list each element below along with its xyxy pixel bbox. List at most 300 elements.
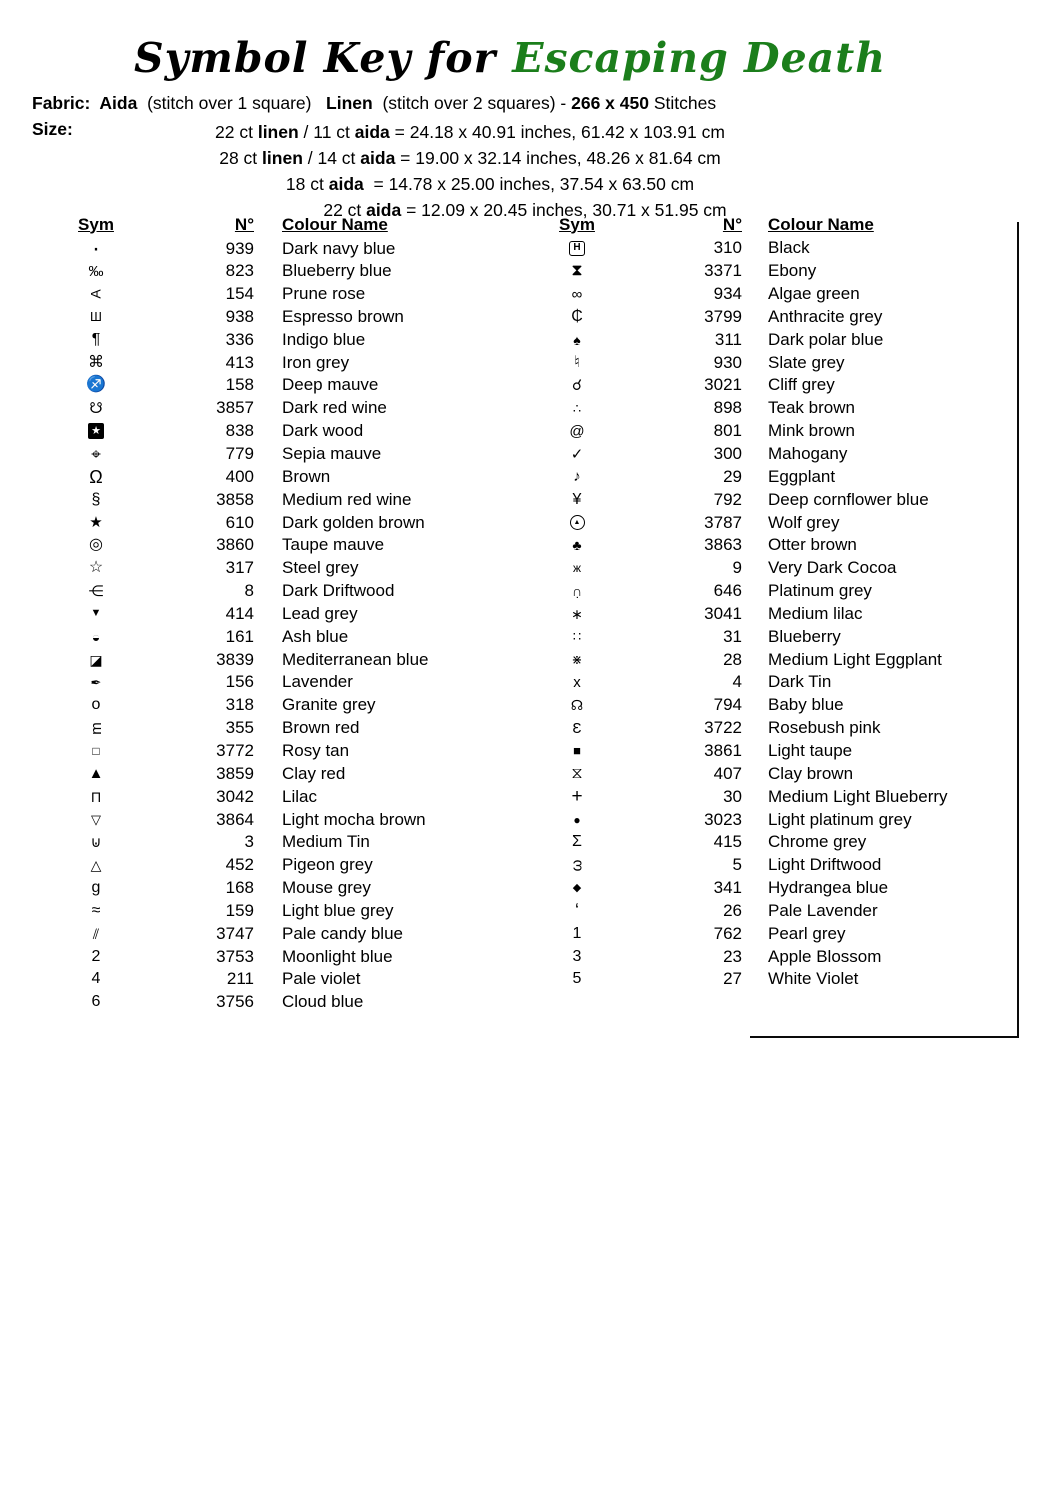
stitch-symbol: · (92, 235, 100, 262)
symbol-cell (556, 698, 598, 712)
colour-name: Chrome grey (768, 832, 867, 852)
colour-name: Mediterranean blue (282, 649, 429, 669)
table-row (70, 603, 515, 626)
text-segment: aida (360, 148, 396, 168)
floss-number: 300 (713, 444, 742, 464)
table-row (556, 808, 1018, 831)
table-row (556, 762, 1018, 785)
table-row (556, 854, 1018, 877)
floss-number: 4 (732, 672, 742, 692)
floss-number: 3860 (216, 535, 254, 555)
colour-name: Prune rose (282, 284, 366, 304)
table-row (70, 968, 515, 991)
colour-name: Medium lilac (768, 603, 863, 623)
header-sym: Sym (559, 214, 595, 234)
stitch-symbol: □ (92, 743, 100, 758)
symbol-cell (70, 584, 122, 599)
symbol-cell (70, 949, 122, 965)
stitch-symbol: ≈ (91, 901, 101, 919)
floss-number: 792 (713, 489, 742, 509)
table-row (556, 260, 1018, 283)
symbol-cell (70, 835, 122, 850)
stitch-symbol: △ (90, 857, 102, 874)
table-row (556, 511, 1018, 534)
text-segment: Aida (99, 93, 138, 113)
floss-number: 3799 (704, 306, 742, 326)
header-colour-name: Colour Name (282, 214, 388, 234)
symbol-cell (70, 446, 122, 463)
floss-number: 3753 (216, 946, 254, 966)
table-row (70, 762, 515, 785)
symbol-cell (556, 287, 598, 302)
symbol-cell (556, 447, 598, 462)
symbol-cell (70, 515, 122, 530)
floss-number: 27 (723, 969, 742, 989)
floss-number: 3859 (216, 763, 254, 783)
table-row (70, 443, 515, 466)
colour-name: Light mocha brown (282, 809, 426, 829)
floss-number: 3722 (704, 718, 742, 738)
text-segment: aida (354, 122, 390, 142)
symbol-cell (70, 766, 122, 781)
stitch-symbol: ♣ (572, 537, 582, 554)
table-row (70, 717, 515, 740)
stitch-symbol: ⧖ (571, 764, 583, 782)
text-segment: = 14.78 x 25.00 inches, 37.54 x 63.50 cm (363, 174, 695, 194)
stitch-symbol: ♐ (86, 376, 106, 394)
symbol-cell (556, 424, 598, 439)
stitch-symbol: Σ (572, 833, 582, 851)
size-line (0, 119, 940, 145)
colour-name: Light Driftwood (768, 855, 882, 875)
colour-name: Pale violet (282, 969, 361, 989)
floss-number: 26 (723, 900, 742, 920)
colour-name: Dark navy blue (282, 239, 396, 258)
text-segment: 28 ct (219, 148, 263, 168)
symbol-cell (70, 903, 122, 919)
floss-number: 3756 (216, 992, 254, 1012)
floss-number: 159 (225, 900, 254, 920)
floss-number: 801 (713, 421, 742, 441)
size-label: Size: (32, 119, 73, 139)
symbol-cell (556, 562, 598, 574)
colour-name: Medium red wine (282, 489, 412, 509)
colour-name: Brown (282, 466, 331, 486)
stitch-symbol: ∷ (572, 629, 582, 645)
table-row (556, 557, 1018, 580)
table-row (70, 945, 515, 968)
stitch-symbol: 4 (91, 970, 101, 988)
symbol-cell (556, 675, 598, 690)
floss-number: 898 (713, 398, 742, 418)
colour-name: Dark wood (282, 421, 364, 441)
symbol-cell (70, 560, 122, 576)
table-row (70, 580, 515, 603)
floss-number: 9 (732, 558, 742, 578)
floss-number: 156 (225, 672, 254, 692)
colour-name: Mink brown (768, 421, 855, 441)
symbol-cell (556, 883, 598, 894)
table-row (556, 306, 1018, 329)
symbol-cell (556, 834, 598, 850)
colour-name: Dark polar blue (768, 329, 884, 349)
colour-name: Light taupe (768, 740, 853, 760)
table-row (556, 283, 1018, 306)
stitch-symbol: ω (568, 859, 586, 872)
symbol-cell (70, 310, 122, 323)
text-segment: 266 x 450 (571, 93, 649, 113)
text-segment: aida (328, 174, 364, 194)
floss-number: 938 (225, 306, 254, 326)
table-row (556, 671, 1018, 694)
floss-number: 610 (225, 512, 254, 532)
stitch-symbol: 1 (572, 924, 582, 942)
table-row (556, 443, 1018, 466)
stitch-symbol: ★ (88, 423, 104, 439)
symbol-cell (70, 653, 122, 667)
stitch-symbol: ▽ (91, 812, 101, 828)
table-row (70, 465, 515, 488)
table-bottom-border (750, 1036, 1019, 1038)
stitch-symbol: Ɛ (572, 719, 582, 737)
symbol-cell (70, 237, 122, 261)
table-row (70, 694, 515, 717)
symbol-cell (70, 971, 122, 987)
floss-number: 23 (723, 946, 742, 966)
table-row (70, 877, 515, 900)
symbol-cell (70, 332, 122, 348)
symbol-cell (556, 378, 598, 393)
stitch-symbol: ⋲ (88, 582, 104, 600)
stitch-symbol: ◆ (572, 881, 582, 894)
title-pattern-name: Escaping Death (512, 34, 886, 82)
floss-number: 28 (723, 649, 742, 669)
stitch-symbol: ◎ (89, 536, 103, 554)
table-row (70, 420, 515, 443)
text-segment: / 11 ct (298, 122, 355, 142)
text-segment: (stitch over 1 square) (137, 93, 327, 113)
text-segment: 22 ct (323, 200, 367, 220)
stitch-symbol: ▲ (570, 515, 585, 530)
stitch-symbol: ▲ (88, 765, 104, 783)
table-row (556, 625, 1018, 648)
symbol-cell (70, 492, 122, 508)
text-segment: (stitch over 2 squares) - (372, 93, 572, 113)
floss-number: 161 (225, 626, 254, 646)
header-number: N° (722, 214, 742, 234)
colour-name: Pale candy blue (282, 923, 403, 943)
floss-number: 3787 (704, 512, 742, 532)
stitch-symbol: ✒ (90, 674, 102, 690)
symbol-cell (556, 787, 598, 806)
floss-number: 3861 (704, 740, 742, 760)
colour-name: Hydrangea blue (768, 878, 889, 898)
table-row (70, 899, 515, 922)
floss-number: 794 (713, 695, 742, 715)
stitch-symbol: ∞ (571, 285, 583, 303)
colour-name: Algae green (768, 284, 860, 304)
symbol-cell (70, 745, 122, 757)
table-right-border (1017, 222, 1019, 1038)
symbol-cell (556, 858, 598, 873)
floss-number: 3857 (216, 398, 254, 418)
symbol-cell (556, 309, 598, 325)
colour-name: Medium Light Eggplant (768, 649, 942, 669)
colour-name: Steel grey (282, 558, 359, 578)
floss-number: 311 (714, 329, 742, 349)
colour-name: Apple Blossom (768, 946, 882, 966)
stitch-symbol: ∴ (572, 400, 582, 416)
header-sym: Sym (78, 214, 114, 234)
symbol-cell (70, 790, 122, 804)
stitch-symbol: ◪ (89, 651, 103, 668)
floss-number: 29 (723, 466, 742, 486)
table-row (556, 717, 1018, 740)
symbol-cell (70, 423, 122, 439)
symbol-cell (70, 468, 122, 486)
colour-name: Clay red (282, 763, 346, 783)
floss-number: 415 (713, 832, 742, 852)
symbol-cell (556, 492, 598, 508)
stitch-symbol: ∗ (571, 605, 583, 622)
table-row (556, 694, 1018, 717)
table-row (70, 808, 515, 831)
symbol-cell (556, 814, 598, 826)
stitch-symbol: g (91, 879, 101, 897)
symbol-cell (556, 766, 598, 782)
floss-number: 3 (244, 832, 254, 852)
stitch-symbol: ⧗ (571, 262, 583, 280)
stitch-symbol: o (91, 696, 101, 714)
table-row (556, 465, 1018, 488)
table-row (70, 991, 515, 1014)
floss-number: 30 (723, 786, 742, 806)
stitch-symbol: ¥ (572, 490, 582, 508)
colour-name: Sepia mauve (282, 444, 382, 464)
colour-name: Deep mauve (282, 375, 379, 395)
table-row (70, 534, 515, 557)
stitch-symbol: H (569, 241, 585, 256)
stitch-symbol: ʻ (575, 900, 579, 921)
symbol-cell (556, 926, 598, 942)
floss-number: 3747 (216, 923, 254, 943)
floss-number: 452 (225, 855, 254, 875)
text-segment: Fabric: (32, 93, 100, 113)
stitch-symbol: + (571, 786, 583, 808)
stitch-symbol: ⊍ (90, 833, 102, 851)
text-segment: / 14 ct (302, 148, 361, 168)
floss-number: 8 (244, 581, 254, 601)
stitch-symbol: 5 (572, 970, 582, 988)
symbol-cell (70, 264, 122, 279)
colour-name: Baby blue (768, 695, 844, 715)
colour-name: Black (768, 238, 810, 258)
floss-number: 779 (225, 444, 254, 464)
colour-name: Pigeon grey (282, 855, 373, 875)
stitch-symbol: ж (572, 561, 582, 576)
text-segment: aida (366, 200, 402, 220)
floss-number: 154 (225, 284, 254, 304)
table-row (556, 785, 1018, 808)
text-segment: linen (257, 122, 299, 142)
symbol-cell (70, 813, 122, 826)
colour-name: Brown red (282, 718, 360, 738)
symbol-table-right (556, 212, 1018, 991)
floss-number: 413 (225, 352, 254, 372)
symbol-table-left (70, 212, 515, 1014)
symbol-cell (556, 949, 598, 965)
stitch-symbol: 6 (91, 993, 101, 1011)
symbol-cell (70, 355, 122, 371)
floss-number: 934 (713, 284, 742, 304)
size-line (0, 145, 940, 171)
colour-name: Lavender (282, 672, 353, 692)
table-row (70, 625, 515, 648)
floss-number: 211 (226, 969, 254, 989)
text-segment: linen (262, 148, 303, 168)
floss-number: 939 (225, 239, 254, 258)
table-row (70, 671, 515, 694)
floss-number: 3839 (216, 649, 254, 669)
colour-name: Pearl grey (768, 923, 846, 943)
colour-name: Dark Driftwood (282, 581, 395, 601)
table-row (70, 785, 515, 808)
colour-name: Ash blue (282, 626, 349, 646)
table-row (556, 740, 1018, 763)
table-row (556, 420, 1018, 443)
colour-name: Deep cornflower blue (768, 489, 929, 509)
colour-name: Indigo blue (282, 329, 366, 349)
stitch-symbol: A (88, 289, 104, 299)
floss-number: 310 (713, 238, 742, 258)
symbol-cell (556, 333, 598, 347)
fabric-line (32, 93, 1022, 114)
colour-name: Lead grey (282, 603, 358, 623)
table-row (556, 648, 1018, 671)
stitch-symbol: § (91, 490, 101, 508)
colour-name: Mouse grey (282, 878, 371, 898)
text-segment: 22 ct (215, 122, 258, 142)
table-header (70, 212, 515, 237)
table-row (556, 580, 1018, 603)
stitch-symbol: ★ (89, 514, 103, 532)
colour-name: Rosy tan (282, 740, 350, 760)
stitch-symbol: ∩̣ (571, 583, 583, 600)
header-number: N° (234, 214, 254, 234)
text-segment: Linen (326, 93, 373, 113)
stitch-symbol: ☋ (89, 399, 103, 417)
colour-name: Light blue grey (282, 900, 394, 920)
colour-name: Granite grey (282, 695, 376, 715)
floss-number: 823 (225, 261, 254, 281)
colour-name: Ebony (768, 261, 817, 281)
table-row (556, 877, 1018, 900)
stitch-symbol: ♪ (573, 468, 581, 486)
stitch-symbol: x (573, 673, 581, 691)
symbol-cell (70, 880, 122, 896)
symbol-cell (70, 608, 122, 619)
colour-name: Wolf grey (768, 512, 840, 532)
symbol-cell (556, 971, 598, 987)
table-row (556, 488, 1018, 511)
symbol-cell (556, 653, 598, 666)
colour-name: Medium Tin (282, 832, 370, 852)
floss-number: 3042 (216, 786, 254, 806)
stitch-symbol: ⌘ (88, 353, 104, 371)
symbol-cell (556, 402, 598, 415)
symbol-cell (556, 744, 598, 757)
stitch-symbol: ⋇ (571, 652, 583, 668)
floss-number: 336 (225, 329, 254, 349)
table-row (70, 374, 515, 397)
floss-number: 646 (713, 581, 742, 601)
table-row (70, 831, 515, 854)
stitch-symbol: ‰ (88, 262, 104, 280)
table-row (70, 854, 515, 877)
stitch-symbol: ☌ (571, 376, 583, 394)
stitch-symbol: ⌖ (91, 444, 101, 464)
table-row (556, 351, 1018, 374)
floss-number: 341 (713, 878, 742, 898)
floss-number: 3371 (704, 261, 742, 281)
stitch-symbol: ☊ (570, 697, 584, 714)
floss-number: 3863 (704, 535, 742, 555)
symbol-cell (556, 630, 598, 643)
table-row (70, 260, 515, 283)
table-row (70, 922, 515, 945)
symbol-cell (70, 676, 122, 689)
table-row (70, 328, 515, 351)
stitch-symbol: 3 (572, 947, 582, 965)
floss-number: 318 (225, 695, 254, 715)
symbol-cell (556, 538, 598, 552)
floss-number: 31 (723, 626, 742, 646)
symbol-cell (556, 584, 598, 598)
header-colour-name: Colour Name (768, 214, 874, 234)
table-row (70, 351, 515, 374)
table-row (70, 557, 515, 580)
symbol-cell (70, 721, 122, 736)
symbol-cell (70, 858, 122, 872)
symbol-cell (556, 469, 598, 484)
stitch-symbol: Ш (90, 309, 102, 325)
symbol-cell (556, 902, 598, 920)
stitch-symbol: m (87, 721, 105, 735)
table-row (70, 511, 515, 534)
floss-number: 168 (225, 878, 254, 898)
table-row (556, 374, 1018, 397)
stitch-symbol: ☆ (88, 559, 104, 577)
stitch-symbol: ⫽ (92, 925, 100, 942)
stitch-symbol: ₵ (571, 307, 583, 325)
table-row (70, 283, 515, 306)
stitch-symbol: ¶ (91, 330, 101, 348)
table-row (556, 328, 1018, 351)
table-row (556, 831, 1018, 854)
colour-name: Teak brown (768, 398, 855, 418)
stitch-symbol: 2 (91, 947, 101, 965)
colour-name: White Violet (768, 969, 859, 989)
table-row (556, 922, 1018, 945)
symbol-cell (70, 401, 122, 416)
floss-number: 838 (225, 421, 254, 441)
floss-number: 3772 (216, 740, 254, 760)
colour-name: Blueberry blue (282, 261, 392, 281)
floss-number: 355 (225, 718, 254, 738)
symbol-cell (70, 287, 122, 301)
colour-name: Otter brown (768, 535, 857, 555)
symbol-cell (70, 377, 122, 393)
